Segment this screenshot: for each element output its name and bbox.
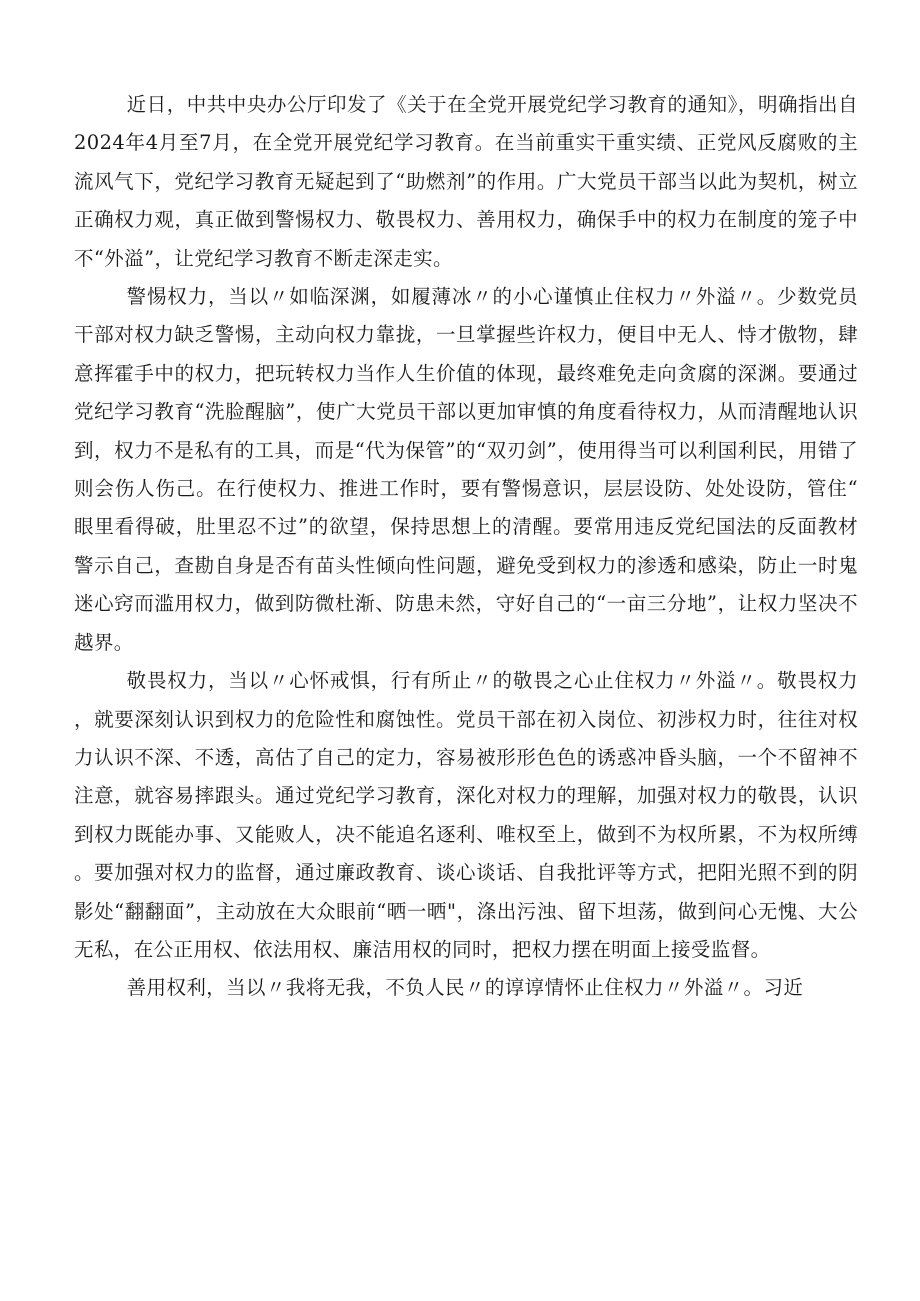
document-body xyxy=(74,86,858,1008)
paragraph-intro: 近日，中共中央办公厅印发了《关于在全党开展党纪学习教育的通知》，明确指出自2024年4月至7月，在全党开展党纪学习教育。在当前重实干重实绩、正党风反腐败的主流风气下，党纪学习教育无疑起到了“助燃剂”的作用。广大党员干部当以此为契机，树立正确权力观，真正做到警惕权力、敬畏权力、善用权力，确保手中的权力在制度的笼子中不“外溢”，让党纪学习教育不断走深走实。 xyxy=(74,93,858,270)
paragraph-good-use: 善用权利，当以〃我将无我，不负人民〃的谆谆情怀止住权力〃外溢〃。习近 xyxy=(126,976,804,1000)
paragraph-reverence: 敬畏权力，当以〃心怀戒惧，行有所止〃的敬畏之心止住权力〃外溢〃。敬畏权力，就要深刻认识到权力的危险性和腐蚀性。党员干部在初入岗位、初涉权力时，往往对权力认识不深、不透，高估了自己的定力，容易被形形色色的诱惑冲昏头脑，一个不留神不注意，就容易摔跟头。通过党纪学习教育，深化对权力的理解，加强对权力的敬畏，认识到权力既能办事、又能败人，决不能追名逐利、唯权至上，做到不为权所累，不为权所缚。要加强对权力的监督，通过廉政教育、谈心谈话、自我批评等方式，把阳光照不到的阴影处“翻翻面”，主动放在大众眼前“晒一晒"，涤出污浊、留下坦荡，做到问心无愧、大公无私，在公正用权、依法用权、廉洁用权的同时，把权力摆在明面上接受监督。 xyxy=(74,669,858,961)
paragraph-vigilance: 警惕权力，当以〃如临深渊，如履薄冰〃的小心谨慎止住权力〃外溢〃。少数党员干部对权力缺乏警惕，主动向权力靠拢，一旦掌握些许权力，便目中无人、恃才傲物，肆意挥霍手中的权力，把玩转权力当作人生价值的体现，最终难免走向贪腐的深渊。要通过党纪学习教育“洗脸醒脑”，使广大党员干部以更加审慎的角度看待权力，从而清醒地认识到，权力不是私有的工具，而是“代为保管”的“双刃剑”，使用得当可以利国利民，用错了则会伤人伤己。在行使权力、推进工作时，要有警惕意识，层层设防、处处设防，管住“眼里看得破，肚里忍不过”的欲望，保持思想上的清醒。要常用违反党纪国法的反面教材警示自己，查勘自身是否有苗头性倾向性问题，避免受到权力的渗透和感染，防止一时鬼迷心窍而滥用权力，做到防微杜渐、防患未然，守好自己的“一亩三分地”，让权力坚决不越界。 xyxy=(74,285,858,654)
